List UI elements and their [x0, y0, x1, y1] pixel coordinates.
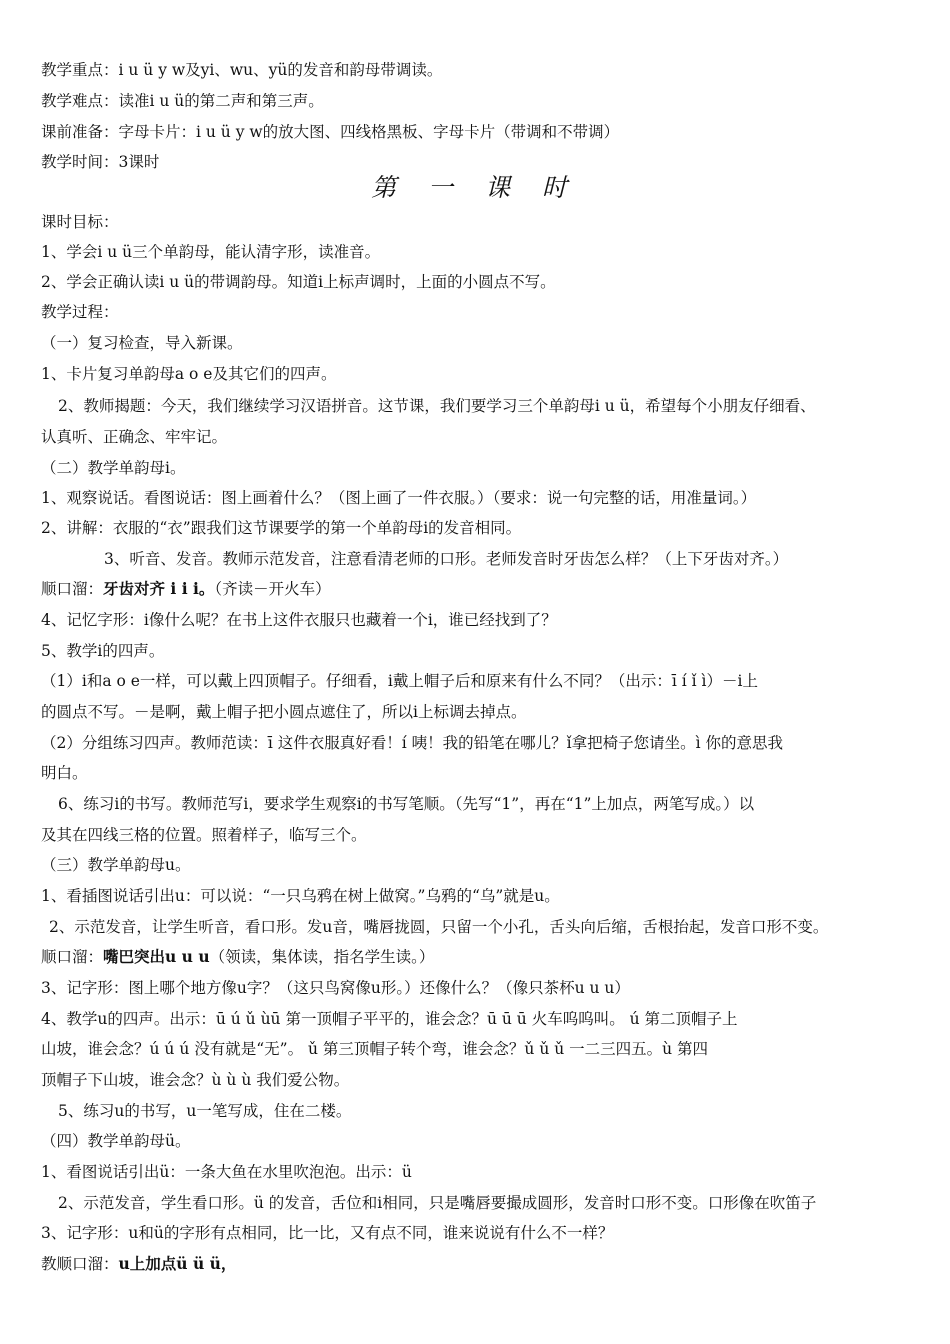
key-points: 教学重点：i u ü y w及yi、wu、yü的发音和韵母带调读。: [41, 61, 443, 79]
paragraph-line: 1、卡片复习单韵母a o e及其它们的四声。: [41, 365, 337, 383]
paragraph-line: （1）i和a o e一样，可以戴上四顶帽子。仔细看，i戴上帽子后和原来有什么不同？（出示：ī í ǐ ì）－i上: [41, 672, 758, 690]
paragraph-line: 顶帽子下山坡，谁会念？ù ù ù 我们爱公物。: [41, 1071, 350, 1089]
paragraph-line: 山坡，谁会念？ú ú ú 没有就是“无”。 ǔ 第三顶帽子转个弯，谁会念？ǔ ǔ ǔ 一二三四五。ù 第四: [41, 1040, 709, 1058]
rhyme-note: （齐读－开火车）: [214, 580, 331, 598]
paragraph-line: 的圆点不写。－是啊，戴上帽子把小圆点遮住了，所以i上标调去掉点。: [41, 703, 527, 721]
rhyme-label: 顺口溜：: [41, 580, 104, 598]
section-heading: （一）复习检查，导入新课。: [41, 334, 243, 352]
paragraph-line: 4、记忆字形：i像什么呢？在书上这件衣服只也藏着一个i，谁已经找到了？: [41, 611, 557, 629]
paragraph-line: 2、教师揭题：今天，我们继续学习汉语拼音。这节课，我们要学习三个单韵母i u ü，希望每个小朋友仔细看、: [58, 397, 816, 415]
rhyme-note: （领读，集体读，指名学生读。）: [209, 948, 435, 966]
goal-item: 1、学会i u ü三个单韵母，能认清字形，读准音。: [41, 243, 381, 261]
section-heading: （三）教学单韵母u。: [41, 856, 191, 874]
paragraph-line: 1、看插图说话引出u：可以说：“一只乌鸦在树上做窝。”乌鸦的“乌”就是u。: [41, 887, 560, 905]
rhyme-text: u上加点ü ü ü，: [118, 1254, 237, 1273]
paragraph-line: 3、记字形：图上哪个地方像u字？（这只鸟窝像u形。）还像什么？（像只茶杯u u u）: [41, 979, 630, 997]
paragraph-line: 认真听、正确念、牢牢记。: [41, 428, 228, 446]
paragraph-line: 1、观察说话。看图说话：图上画着什么？（图上画了一件衣服。）（要求：说一句完整的话，用准量词。）: [41, 489, 757, 507]
section-heading: （四）教学单韵母ü。: [41, 1132, 191, 1150]
section-heading: （二）教学单韵母i。: [41, 459, 186, 477]
paragraph-line: 1、看图说话引出ü：一条大鱼在水里吹泡泡。出示：ü: [41, 1163, 412, 1181]
paragraph-line: 2、示范发音，让学生听音，看口形。发u音，嘴唇拢圆，只留一个小孔，舌头向后缩，舌根抬起，发音口形不变。: [49, 918, 829, 936]
teaching-time: 教学时间：3课时: [41, 153, 160, 171]
rhyme-line: [41, 947, 920, 967]
rhyme-text: 牙齿对齐 i i i。: [103, 579, 215, 598]
rhyme-label: 教顺口溜：: [41, 1255, 119, 1273]
goal-item: 2、学会正确认读i u ü的带调韵母。知道i上标声调时，上面的小圆点不写。: [41, 273, 556, 291]
paragraph-line: 明白。: [41, 764, 88, 782]
goals-label: 课时目标：: [41, 213, 119, 231]
paragraph-line: 3、记字形：u和ü的字形有点相同，比一比，又有点不同，谁来说说有什么不一样？: [41, 1224, 614, 1242]
preparation: 课前准备：字母卡片：i u ü y w的放大图、四线格黑板、字母卡片（带调和不带调）: [41, 123, 620, 141]
paragraph-line: 2、讲解：衣服的“衣”跟我们这节课要学的第一个单韵母i的发音相同。: [41, 519, 522, 537]
paragraph-line: 5、练习u的书写，u一笔写成，住在二楼。: [58, 1102, 352, 1120]
paragraph-line: （2）分组练习四声。教师范读：ī 这件衣服真好看！í 咦！我的铅笔在哪儿？ǐ拿把椅子您请坐。ì 你的意思我: [41, 734, 783, 752]
rhyme-line: [41, 1254, 920, 1274]
paragraph-line: 4、教学u的四声。出示：ū ú ǔ ùū 第一顶帽子平平的，谁会念？ū ū ū 火车呜呜叫。 ú 第二顶帽子上: [41, 1010, 738, 1028]
paragraph-line: 6、练习i的书写。教师范写i，要求学生观察i的书写笔顺。（先写“1”，再在“1”上加点，两笔写成。）以: [58, 795, 755, 813]
paragraph-line: 及其在四线三格的位置。照着样子，临写三个。: [41, 826, 367, 844]
paragraph-line: 5、教学i的四声。: [41, 642, 165, 660]
paragraph-line: 3、听音、发音。教师示范发音，注意看清老师的口形。老师发音时牙齿怎么样？（上下牙齿对齐。）: [104, 550, 789, 568]
process-label: 教学过程：: [41, 303, 119, 321]
lesson-title: 第 一 课 时: [371, 173, 579, 202]
rhyme-label: 顺口溜：: [41, 948, 104, 966]
paragraph-line: 2、示范发音，学生看口形。ü 的发音，舌位和i相同，只是嘴唇要撮成圆形，发音时口形不变。口形像在吹笛子: [58, 1194, 817, 1212]
rhyme-text: 嘴巴突出u u u: [103, 947, 210, 966]
rhyme-line: [41, 579, 920, 599]
difficulties: 教学难点：读准i u ü的第二声和第三声。: [41, 92, 324, 110]
